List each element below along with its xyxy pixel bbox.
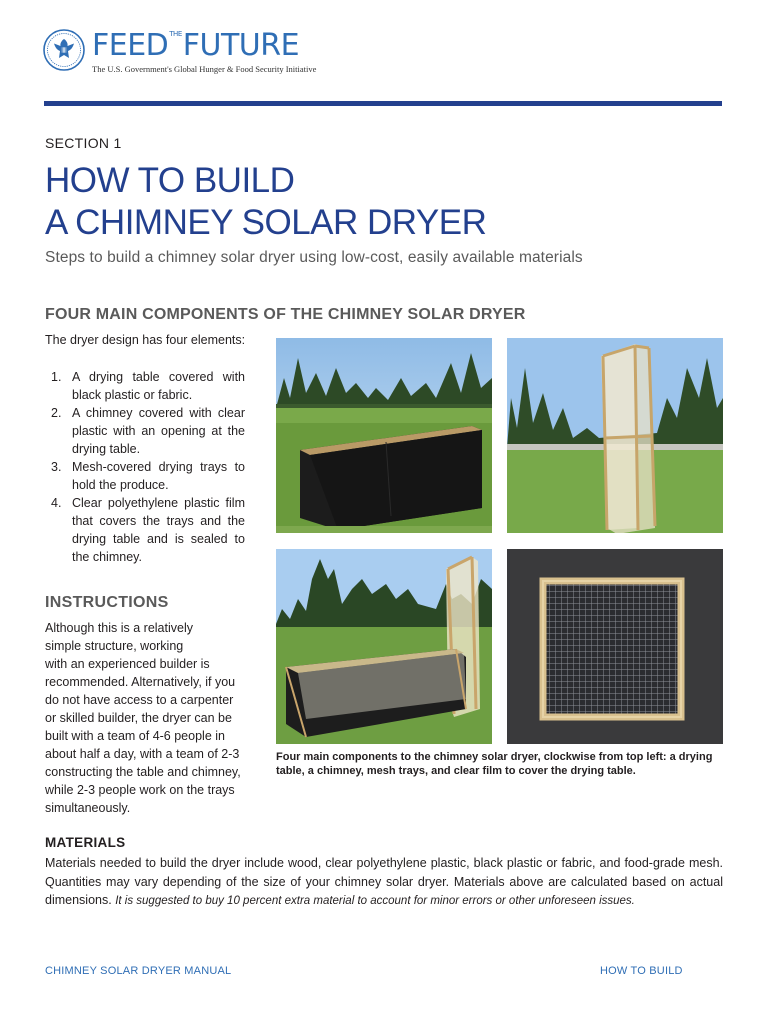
chimney-photo	[507, 338, 723, 533]
instructions-line: built with a team of 4-6 people in	[45, 729, 225, 743]
brand-word-future: FUTURE	[182, 28, 300, 63]
page-title-line-1: HOW TO BUILD	[45, 161, 295, 200]
brand-tagline: The U.S. Government's Global Hunger & Food Security Initiative	[92, 64, 317, 74]
header-divider	[44, 101, 722, 106]
brand-word-the	[169, 31, 181, 39]
list-item	[45, 368, 245, 404]
instructions-line: about half a day, with a team of 2-3	[45, 747, 240, 761]
list-item-text: A chimney covered with clear plastic with an opening at the drying table.	[72, 406, 245, 456]
list-item-text: Mesh-covered drying trays to hold the produce.	[72, 460, 245, 492]
page-title	[45, 160, 486, 244]
components-list	[45, 368, 245, 566]
mesh-tray-photo	[507, 549, 723, 744]
list-item	[45, 404, 245, 458]
instructions-line: constructing the table and chimney,	[45, 765, 241, 779]
instructions-line: simultaneously.	[45, 801, 131, 815]
list-item-number: 3.	[51, 460, 62, 474]
page-title-line-2: A CHIMNEY SOLAR DRYER	[45, 203, 487, 242]
instructions-line: with an experienced builder is	[45, 657, 210, 671]
materials-italic-note: It is suggested to buy 10 percent extra material to account for minor errors or other unforeseen issues.	[115, 895, 635, 907]
brand-name	[92, 28, 300, 63]
brand-the-text: THE	[169, 30, 182, 38]
feed-the-future-logo	[42, 28, 332, 80]
list-item	[45, 494, 245, 566]
list-item-text: A drying table covered with black plastic or fabric.	[72, 370, 245, 402]
brand-word-feed: FEED	[92, 28, 169, 63]
instructions-line: do not have access to a carpenter	[45, 693, 234, 707]
figure-caption: Four main components to the chimney solar dryer, clockwise from top left: a drying table, a chimney, mesh trays, and clear film to cover the drying table.	[276, 751, 713, 777]
materials-body: Materials needed to build the dryer include wood, clear polyethylene plastic, black plastic or fabric, and food-grade mesh. Quantities may vary depending of the size of your chimney solar dryer. Materials above are calculated based on actual dimensions.	[45, 856, 723, 907]
page-subtitle: Steps to build a chimney solar dryer using low-cost, easily available materials	[45, 249, 583, 266]
list-item-number: 2.	[51, 406, 62, 420]
footer-section-title: HOW TO BUILD	[600, 965, 683, 977]
components-intro: The dryer design has four elements:	[45, 333, 246, 347]
list-item-number: 4.	[51, 496, 62, 510]
drying-table-photo	[276, 338, 492, 533]
list-item-text: Clear polyethylene plastic film that covers the trays and the drying table and is sealed to the chimney.	[72, 496, 245, 564]
footer-manual-title: CHIMNEY SOLAR DRYER MANUAL	[45, 965, 232, 977]
list-item-number: 1.	[51, 370, 62, 384]
instructions-line: simple structure, working	[45, 639, 184, 653]
instructions-line: while 2-3 people work on the trays	[45, 783, 235, 797]
instructions-line: or skilled builder, the dryer can be	[45, 711, 232, 725]
us-government-seal-icon	[42, 28, 86, 72]
instructions-heading: INSTRUCTIONS	[45, 594, 169, 611]
instructions-paragraph	[45, 619, 250, 817]
materials-paragraph	[45, 854, 723, 911]
section-label: SECTION 1	[45, 135, 122, 151]
materials-heading: MATERIALS	[45, 835, 126, 850]
components-heading: FOUR MAIN COMPONENTS OF THE CHIMNEY SOLAR DRYER	[45, 306, 526, 323]
instructions-line: recommended. Alternatively, if you	[45, 675, 236, 689]
instructions-line: Although this is a relatively	[45, 621, 193, 635]
list-item	[45, 458, 245, 494]
assembled-dryer-photo	[276, 549, 492, 744]
